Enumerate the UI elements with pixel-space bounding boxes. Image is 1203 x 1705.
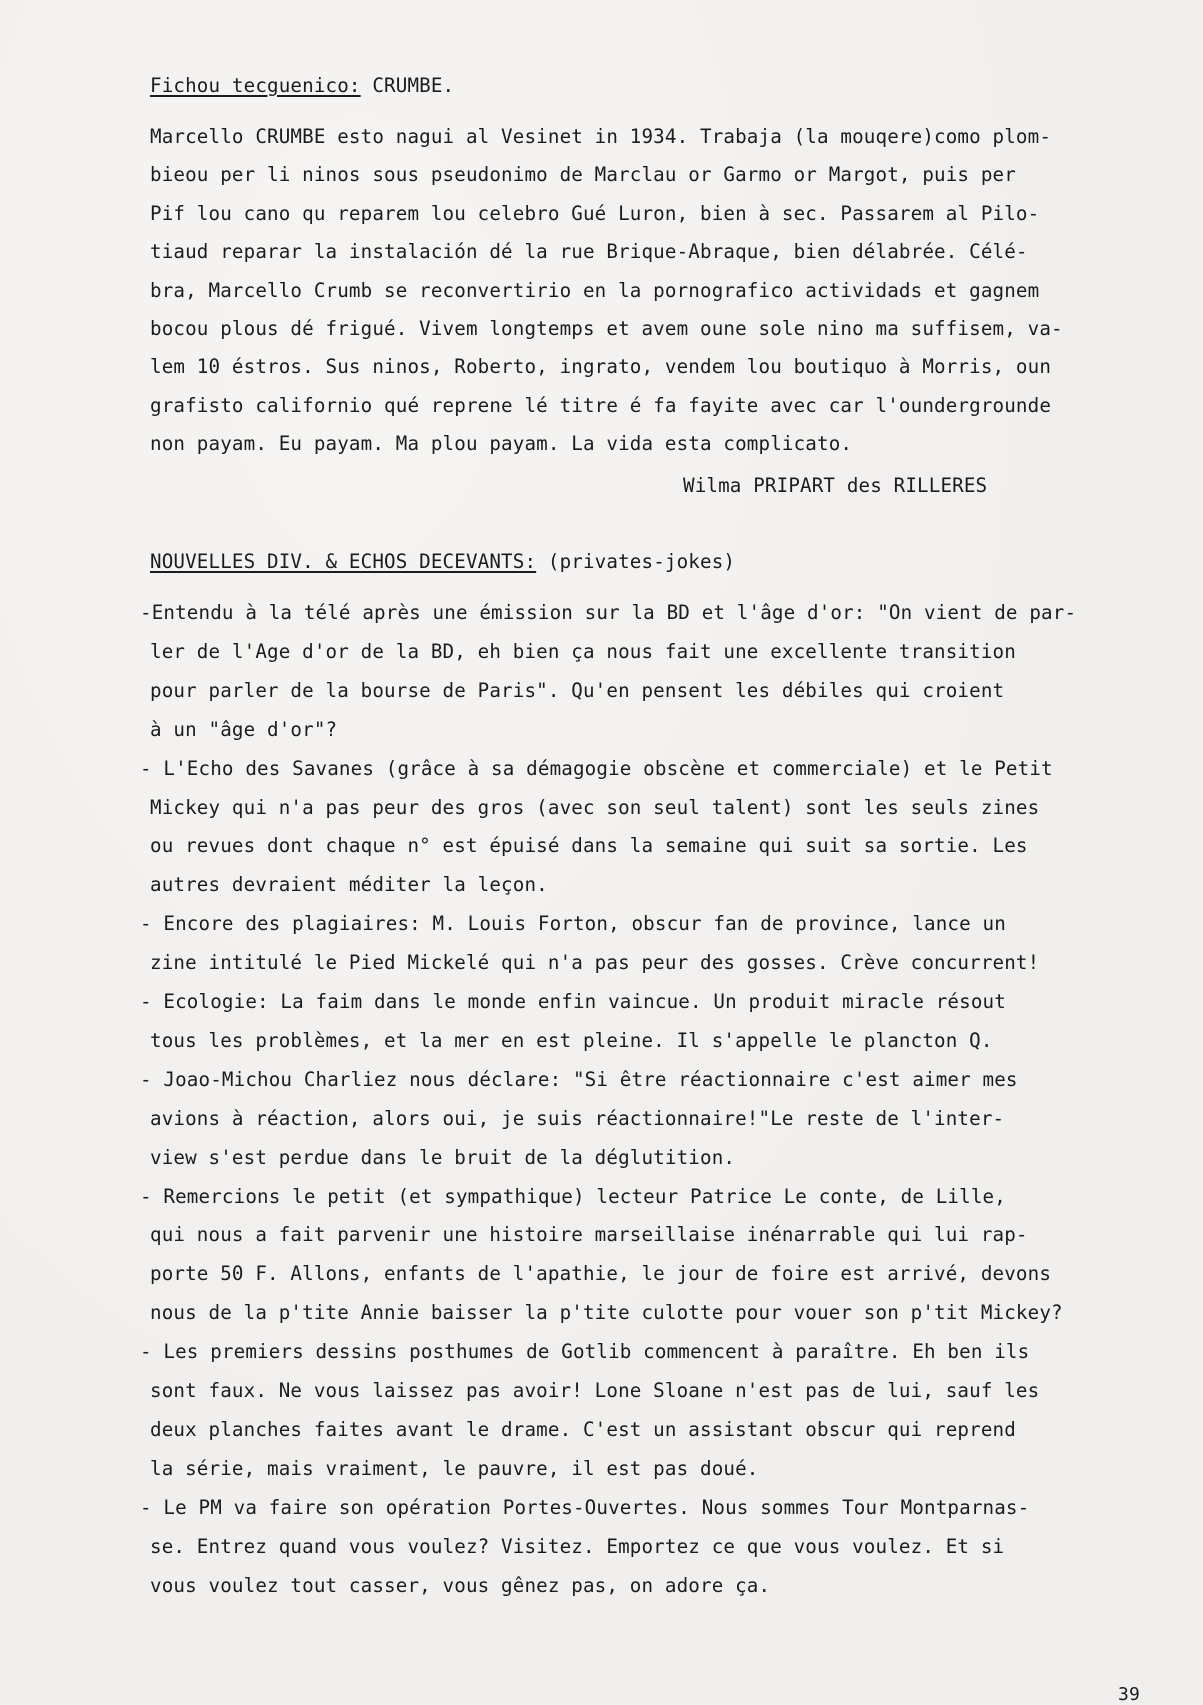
text-line: Mickey qui n'a pas peur des gros (avec son seul talent) sont les seuls zines xyxy=(150,795,1040,819)
text-line: vous voulez tout casser, vous gênez pas, on adore ça. xyxy=(150,1573,771,1597)
text-line: porte 50 F. Allons, enfants de l'apathie, le jour de foire est arrivé, devons xyxy=(150,1262,1052,1286)
text-line: avions à réaction, alors oui, je suis réactionnaire!"Le reste de l'inter- xyxy=(150,1106,1005,1130)
section2-heading-label: NOUVELLES DIV. & ECHOS DECEVANTS: xyxy=(150,550,537,573)
text-line: tiaud reparar la instalación dé la rue Brique-Abraque, bien délabrée. Célé- xyxy=(150,240,1028,264)
page-number: 39 xyxy=(1118,1684,1140,1705)
text-line: tous les problèmes, et la mer en est pleine. Il s'appelle le plancton Q. xyxy=(150,1028,993,1052)
text-line: à un "âge d'or"? xyxy=(150,717,338,741)
text-line: view s'est perdue dans le bruit de la déglutition. xyxy=(150,1145,736,1169)
text-line: se. Entrez quand vous voulez? Visitez. Emportez ce que vous voulez. Et si xyxy=(150,1534,1005,1558)
text-line: autres devraient méditer la leçon. xyxy=(150,873,548,897)
text-line: qui nous a fait parvenir une histoire marseillaise inénarrable qui lui rap- xyxy=(150,1223,1028,1247)
text-line: Pif lou cano qu reparem lou celebro Gué Luron, bien à sec. Passarem al Pilo- xyxy=(150,201,1040,225)
text-line: deux planches faites avant le drame. C'est un assistant obscur qui reprend xyxy=(150,1417,1016,1441)
text-line: sont faux. Ne vous laissez pas avoir! Lone Sloane n'est pas de lui, sauf les xyxy=(150,1379,1040,1402)
text-line: - Ecologie: La faim dans le monde enfin vaincue. Un produit miracle résout xyxy=(140,990,1006,1013)
text-line: - Le PM va faire son opération Portes-Ouvertes. Nous sommes Tour Montparnas- xyxy=(140,1495,1030,1519)
text-line: ou revues dont chaque n° est épuisé dans la semaine qui suit sa sortie. Les xyxy=(150,834,1028,858)
text-line: pour parler de la bourse de Paris". Qu'en pensent les débiles qui croient xyxy=(150,678,1005,702)
text-line: - L'Echo des Savanes (grâce à sa démagogie obscène et commerciale) et le Petit xyxy=(140,756,1053,780)
text-line: - Joao-Michou Charliez nous déclare: "Si être réactionnaire c'est aimer mes xyxy=(140,1067,1018,1091)
section1-heading-name: CRUMBE. xyxy=(360,74,455,97)
text-line: ler de l'Age d'or de la BD, eh bien ça nous fait une excellente transition xyxy=(150,639,1016,663)
text-line: grafisto californio qué reprene lé titre é fa fayite avec car l'oundergrounde xyxy=(150,393,1052,417)
section2-heading-note: (privates-jokes) xyxy=(536,550,736,573)
section1-heading-label: Fichou tecguenico: xyxy=(150,74,361,97)
text-line: bra, Marcello Crumb se reconvertirio en la pornografico actividads et gagnem xyxy=(150,278,1040,302)
text-line: - Les premiers dessins posthumes de Gotlib commencent à paraître. Eh ben ils xyxy=(140,1340,1030,1364)
text-line: Marcello CRUMBE esto nagui al Vesinet in 1934. Trabaja (la mouqere)como plom- xyxy=(150,125,1052,148)
text-line: lem 10 éstros. Sus ninos, Roberto, ingrato, vendem lou boutiquo à Morris, oun xyxy=(150,355,1052,379)
section1-heading xyxy=(150,76,454,95)
text-line: non payam. Eu payam. Ma plou payam. La vida esta complicato. xyxy=(150,432,853,456)
text-line: - Remercions le petit (et sympathique) lecteur Patrice Le conte, de Lille, xyxy=(140,1184,1006,1208)
text-line: - Encore des plagiaires: M. Louis Forton, obscur fan de province, lance un xyxy=(140,912,1006,936)
text-line: bocou plous dé frigué. Vivem longtemps et avem oune sole nino ma suffisem, va- xyxy=(150,317,1063,340)
section2-heading xyxy=(150,552,735,571)
signature: Wilma PRIPART des RILLERES xyxy=(683,474,988,497)
text-line: zine intitulé le Pied Mickelé qui n'a pas peur des gosses. Crève concurrent! xyxy=(150,951,1040,975)
text-line: nous de la p'tite Annie baisser la p'tite culotte pour vouer son p'tit Mickey? xyxy=(150,1301,1063,1325)
text-line: la série, mais vraiment, le pauvre, il est pas doué. xyxy=(150,1456,759,1480)
text-line: -Entendu à la télé après une émission sur la BD et l'âge d'or: "On vient de par- xyxy=(140,601,1077,624)
text-line: bieou per li ninos sous pseudonimo de Marclau or Garmo or Margot, puis per xyxy=(150,163,1016,187)
